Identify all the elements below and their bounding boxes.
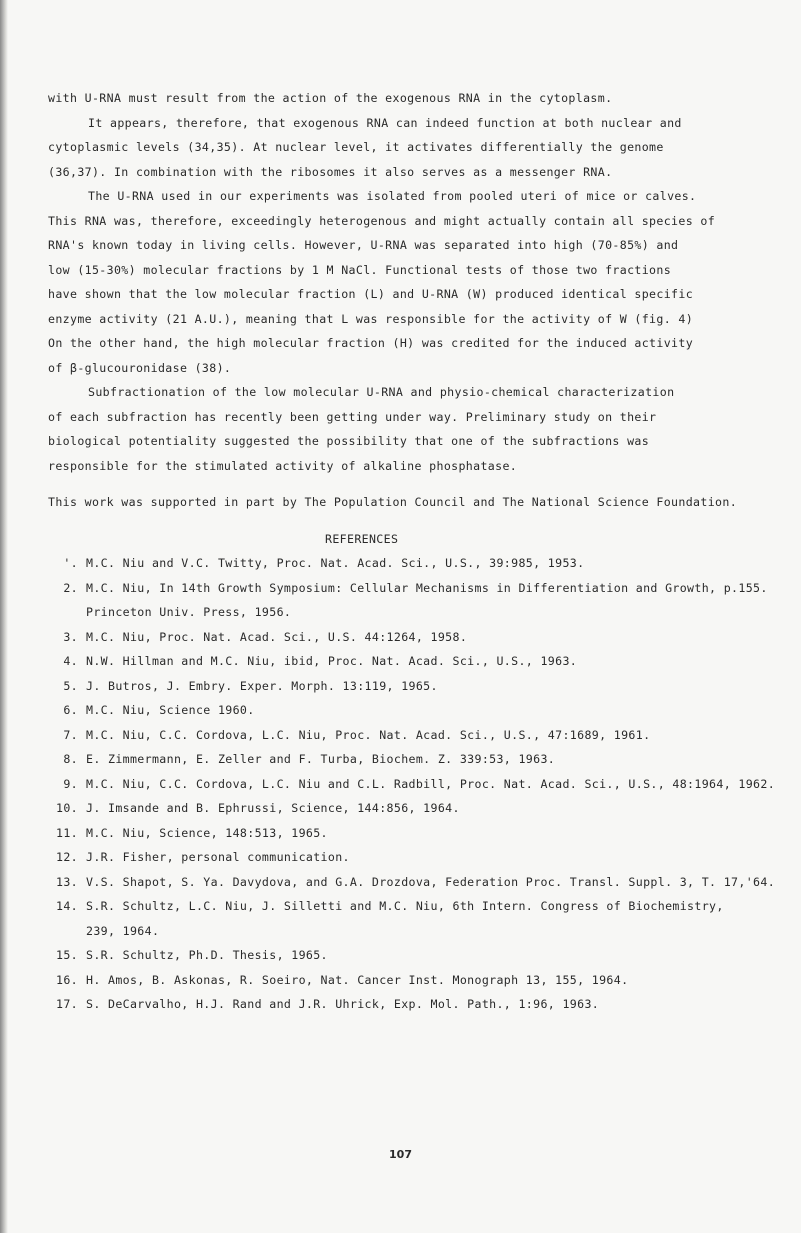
body-line: It appears, therefore, that exogenous RNA can indeed function at both nuclear and [88, 115, 682, 130]
reference-text: M.C. Niu, In 14th Growth Symposium: Cellular Mechanisms in Differentiation and Growth, p.155. [86, 580, 768, 595]
reference-number: 14. [56, 899, 78, 913]
reference-item [48, 625, 788, 650]
reference-text: S. DeCarvalho, H.J. Rand and J.R. Uhrick, Exp. Mol. Path., 1:96, 1963. [86, 997, 600, 1011]
reference-item [48, 796, 788, 821]
reference-item [48, 772, 788, 797]
reference-number: 3. [63, 629, 78, 644]
reference-list [48, 551, 788, 1017]
document-page [48, 86, 788, 1017]
reference-item [48, 894, 788, 919]
reference-text: S.R. Schultz, Ph.D. Thesis, 1965. [86, 948, 328, 962]
reference-text: M.C. Niu, C.C. Cordova, L.C. Niu and C.L. Radbill, Proc. Nat. Acad. Sci., U.S., 48:1964, 1962. [86, 776, 776, 791]
reference-number: 11. [56, 825, 78, 840]
reference-number: 17. [56, 997, 78, 1011]
reference-number: 10. [56, 801, 78, 815]
reference-item [48, 870, 788, 895]
reference-item [48, 674, 788, 699]
reference-number: 5. [63, 678, 78, 693]
reference-number: 6. [63, 703, 78, 717]
reference-number: 12. [56, 850, 78, 864]
reference-item [48, 649, 788, 674]
reference-number: 13. [56, 874, 78, 889]
scan-binding-edge [0, 0, 8, 1233]
reference-text: J. Butros, J. Embry. Exper. Morph. 13:119, 1965. [86, 678, 438, 693]
reference-text: J.R. Fisher, personal communication. [86, 850, 350, 864]
page-number: 107 [389, 1148, 412, 1161]
body-line: of β-glucouronidase (38). [48, 360, 232, 375]
body-line: cytoplasmic levels (34,35). At nuclear level, it activates differentially the genome [48, 140, 664, 154]
reference-text: J. Imsande and B. Ephrussi, Science, 144:856, 1964. [86, 801, 460, 815]
reference-number: 4. [63, 654, 78, 668]
reference-item [48, 968, 788, 993]
reference-number: 2. [63, 580, 78, 595]
body-line: responsible for the stimulated activity of alkaline phosphatase. [48, 458, 518, 473]
acknowledgement: This work was supported in part by The Population Council and The National Science Foundation. [48, 495, 738, 509]
reference-text: S.R. Schultz, L.C. Niu, J. Silletti and M.C. Niu, 6th Intern. Congress of Biochemistry, [86, 899, 724, 913]
reference-item [48, 943, 788, 968]
reference-number: 8. [63, 752, 78, 766]
body-line: biological potentiality suggested the possibility that one of the subfractions was [48, 434, 650, 448]
reference-text: H. Amos, B. Askonas, R. Soeiro, Nat. Cancer Inst. Monograph 13, 155, 1964. [86, 972, 629, 987]
reference-text: M.C. Niu, C.C. Cordova, L.C. Niu, Proc. Nat. Acad. Sci., U.S., 47:1689, 1961. [86, 727, 651, 742]
reference-item [48, 845, 788, 870]
body-line: RNA's known today in living cells. However, U-RNA was separated into high (70-85%) and [48, 238, 679, 252]
body-line: Subfractionation of the low molecular U-RNA and physio-chemical characterization [88, 385, 675, 399]
reference-item [48, 551, 788, 576]
body-line: (36,37). In combination with the ribosomes it also serves as a messenger RNA. [48, 164, 613, 179]
reference-text: N.W. Hillman and M.C. Niu, ibid, Proc. Nat. Acad. Sci., U.S., 1963. [86, 654, 578, 668]
reference-number: 16. [56, 972, 78, 987]
body-line: The U-RNA used in our experiments was isolated from pooled uteri of mice or calves. [88, 189, 697, 203]
reference-number: '. [63, 556, 78, 570]
reference-text: M.C. Niu and V.C. Twitty, Proc. Nat. Acad. Sci., U.S., 39:985, 1953. [86, 556, 585, 570]
body-line: of each subfraction has recently been getting under way. Preliminary study on their [48, 409, 657, 424]
body-line: with U-RNA must result from the action of the exogenous RNA in the cytoplasm. [48, 91, 613, 105]
reference-number: 9. [63, 776, 78, 791]
reference-text: V.S. Shapot, S. Ya. Davydova, and G.A. Drozdova, Federation Proc. Transl. Suppl. 3, T. 17,'64. [86, 874, 776, 889]
body-line: On the other hand, the high molecular fraction (H) was credited for the induced activity [48, 336, 694, 350]
reference-item [48, 747, 788, 772]
reference-text: M.C. Niu, Proc. Nat. Acad. Sci., U.S. 44:1264, 1958. [86, 629, 468, 644]
reference-item [48, 992, 788, 1017]
reference-text: E. Zimmermann, E. Zeller and F. Turba, Biochem. Z. 339:53, 1963. [86, 752, 556, 766]
reference-item [48, 821, 788, 846]
reference-number: 7. [63, 727, 78, 742]
reference-item [48, 698, 788, 723]
reference-item [48, 576, 788, 601]
reference-continuation: Princeton Univ. Press, 1956. [86, 605, 292, 619]
body-line: have shown that the low molecular fraction (L) and U-RNA (W) produced identical specific [48, 287, 694, 301]
reference-text: M.C. Niu, Science 1960. [86, 703, 255, 717]
reference-continuation: 239, 1964. [86, 923, 160, 938]
body-line: enzyme activity (21 A.U.), meaning that L was responsible for the activity of W (fig. 4) [48, 311, 694, 326]
reference-text: M.C. Niu, Science, 148:513, 1965. [86, 825, 328, 840]
references-heading: REFERENCES [325, 531, 399, 546]
body-line: This RNA was, therefore, exceedingly heterogenous and might actually contain all species of [48, 213, 716, 228]
reference-item [48, 723, 788, 748]
body-line: low (15-30%) molecular fractions by 1 M NaCl. Functional tests of those two fractions [48, 262, 672, 277]
reference-number: 15. [56, 948, 78, 962]
